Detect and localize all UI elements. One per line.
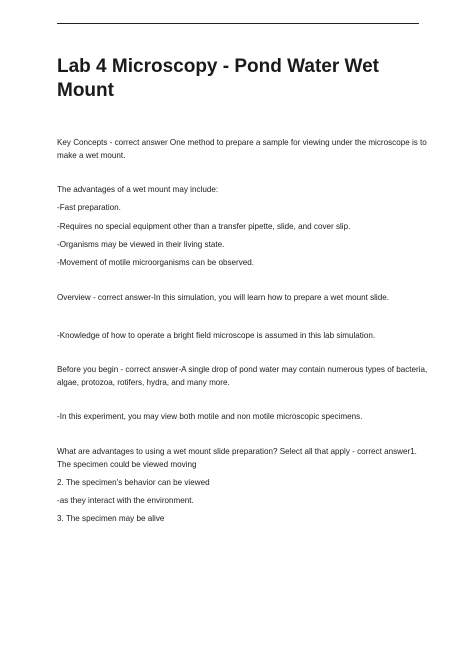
paragraph-fast-preparation: -Fast preparation. (57, 203, 121, 212)
paragraph-environment: -as they interact with the environment. (57, 496, 194, 505)
paragraph-experiment: -In this experiment, you may view both motile and non motile microscopic specimens. (57, 412, 363, 421)
document-title: Lab 4 Microscopy - Pond Water Wet Mount (57, 56, 379, 101)
paragraph-motile-movement: -Movement of motile microorganisms can be observed. (57, 258, 255, 267)
paragraph-overview: Overview - correct answer-In this simulation, you will learn how to prepare a wet mount slide. (57, 293, 389, 302)
paragraph-behavior: 2. The specimen's behavior can be viewed (57, 478, 210, 487)
paragraph-question: What are advantages to using a wet mount slide preparation? Select all that apply - correct answer1. The specimen could be viewed moving (57, 447, 417, 469)
paragraph-alive: 3. The specimen may be alive (57, 514, 165, 523)
paragraph-advantages-intro: The advantages of a wet mount may include: (57, 185, 219, 194)
paragraph-before-you-begin: Before you begin - correct answer-A single drop of pond water may contain numerous types of bacteria, algae, protozoa, rotifers, hydra, and many more. (57, 365, 428, 387)
paragraph-living-state: -Organisms may be viewed in their living state. (57, 240, 225, 249)
paragraph-key-concepts: Key Concepts - correct answer One method to prepare a sample for viewing under the microscope is to make a wet mount. (57, 138, 427, 160)
paragraph-special-equipment: -Requires no special equipment other than a transfer pipette, slide, and cover slip. (57, 222, 351, 231)
header-rule (57, 23, 419, 24)
paragraph-bright-field: -Knowledge of how to operate a bright field microscope is assumed in this lab simulation. (57, 331, 376, 340)
